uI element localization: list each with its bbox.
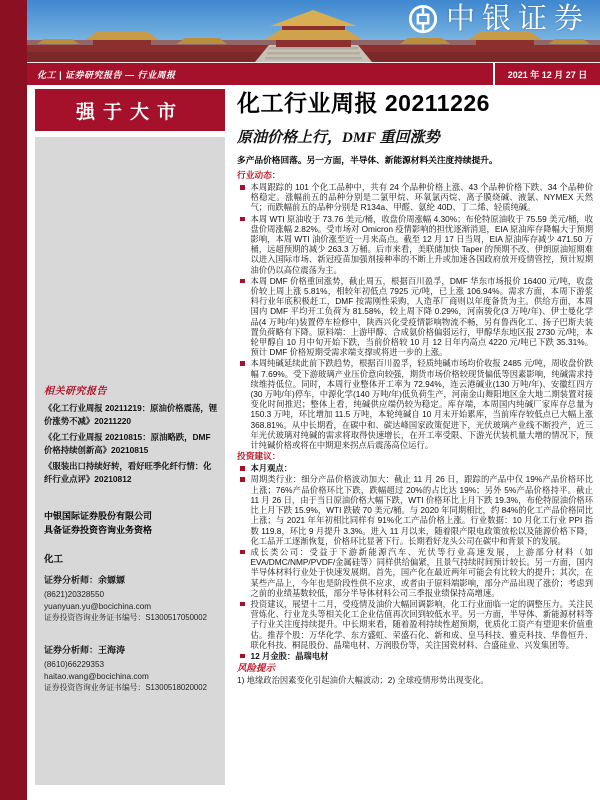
bullet-text: 投资建议，展望十二月，受疫情及油价大幅回调影响，化工行业面临一定的调整压力。关注民营炼化、行业龙头等相关化工企业估值再次回到较低水平。另一方面，半导体、新能源材料等子行业关注度持续提升。中长期来看，随着盈利持续性超预期，优质化工资产有望迎来价值重估。推荐个股：万华化学、东方盛虹、荣盛石化、新和成、皇马科技、雅克科技、华鲁恒升、联化科技、桐昆股份、晶瑞电材、万润股份等，关注国瓷材料、合盛硅业、兴发集团等。 [250, 598, 593, 650]
meta-bar [27, 62, 600, 85]
bullet-text: 本月观点： [250, 463, 292, 474]
related-report-item: 《服装出口持续好转，看好旺季化纤行情：化纤行业点评》20210812 [44, 461, 212, 484]
industry-bullet [237, 358, 593, 450]
industry-bullet [237, 276, 593, 358]
risk-text: 1) 地缘政治因素变化引起油价大幅波动；2) 全球疫情形势出现变化。 [237, 675, 489, 686]
bullet-square-icon [240, 477, 245, 482]
report-date: 2021 年 12 月 27 日 [493, 63, 600, 85]
bullet-square-icon [240, 654, 245, 659]
report-category: 化工 | 证券研究报告 — 行业周报 [37, 69, 176, 80]
analyst-email[interactable]: haitao.wang@bocichina.com [44, 671, 149, 681]
bullet-text: 12 月金股：晶瑞电材 [250, 650, 329, 661]
boc-logo [408, 3, 590, 35]
analyst-role-name: 证券分析师：王海涛 [44, 645, 126, 655]
advice-bullet [237, 651, 593, 661]
analyst-role-name: 证券分析师：余嫄嫄 [44, 575, 126, 585]
bullet-square-icon [240, 466, 245, 471]
rating-badge [35, 89, 225, 131]
advice-bullet [237, 474, 593, 545]
industry-label: 化工 [44, 554, 64, 565]
boc-logo-icon [408, 4, 438, 34]
advice-bullet [237, 547, 593, 598]
industry-bullet [237, 214, 593, 275]
page-title: 化工行业周报 20211226 [237, 90, 490, 116]
bullet-square-icon [240, 361, 245, 366]
bullet-text: 本周 WTI 原油收于 73.76 美元/桶，收盘价周涨幅 4.30%；布伦特原油收于 75.59 美元/桶，收盘价周涨幅 2.82%。受市场对 Omicron 疫情影响的担忧逐渐消退，EIA 原油库存降幅大于预期影响，本周 WTI 油价涨至近一月来高点。截至 12 月 17 日当周，EIA 原油库存减少 471.50 万桶，远超预期的减少 263.3 万桶。后市来看，美联储加快 Taper 的预期不改、伊朗原油短期难以进入国际市场、新冠疫苗加强剂接种率的不断上升或加速各国政府放开疫情管控，预计短期油价仍以高位震荡为主。 [250, 213, 594, 275]
bullet-text: 本周纯碱延续此前下跌趋势，根据百川盈孚，轻质纯碱市场均价收报 2485 元/吨，周收盘价跌幅 7.69%。受下游玻璃产业压价意向较强，期货市场价格较现货偏低等因素影响，纯碱需求持续维持低位。同时，本周行业整体开工率为 72.94%，连云港碱业(130 万吨/年)、安徽红四方(30 万吨/年)停车，中源化学(140 万吨/年)低负荷生产，河南金山舞阳地区金大地二期装置对接变化时间推迟；整体上看，纯碱供应端仍较为稳定。库存端，本周国内纯碱厂家库存总量为 150.3 万吨，环比增加 11.5 万吨，本轮纯碱自 10 月末开始累库，当前库存较低点已大幅上涨 368.81%。从中长期看，在碳中和、碳达峰国家政策促进下，光伏玻璃产业线不断投产，近三年光伏玻璃对纯碱的需求将取得快速增长，在开工率受限、下游光伏装机量大增的情况下，预计纯碱价格或将在中期迎来拐点后震荡高位运行。 [250, 358, 593, 451]
bullet-text: 本周跟踪的 101 个化工品种中，共有 24 个品种价格上涨、43 个品种价格下跌、34 个品种价格稳定。涨幅前五的品种分别是二氯甲烷、环氧氯丙烷、离子膜烧碱、液氯、NYMEX 天然气；而跌幅前五的品种分别是 R134a、甲醛、氨纶 40D、丁二烯、轻质纯碱。 [250, 182, 593, 213]
header-photo [27, 0, 600, 62]
bullet-square-icon [240, 550, 245, 555]
risk-heading: 风险提示 [237, 663, 276, 675]
left-margin-strip [0, 0, 27, 800]
section-heading-industry: 行业动态： [237, 170, 281, 180]
summary-line: 多产品价格回落。另一方面，半导体、新能源材料关注度持续提升。 [237, 155, 498, 165]
analyst-card [44, 573, 220, 624]
company-block [44, 509, 218, 537]
page-subtitle: 原油价格上行，DMF 重回涨势 [237, 130, 440, 146]
analyst-phone: (8621)20328550 [44, 590, 105, 599]
analyst-license: 证券投资咨询业务证书编号：S1300517050002 [44, 613, 207, 622]
bullet-square-icon [240, 602, 245, 607]
analyst-card [44, 643, 220, 694]
section-heading-advice: 投资建议： [237, 451, 281, 462]
rating-label: 强于大市 [75, 101, 184, 123]
related-reports-heading: 相关研究报告 [44, 386, 107, 397]
bullet-text: 成长类公司：受益于下游新能源汽车、光伏等行业高速发展，上游部分材料（如 EVA/DMC/NMP/PVDF/金属硅等）同样供给偏紧，且景气持续时间预计较长。另一方面，国内半导体材料行业处于快速发展期。首先，国产化在最近两年可能会有比较大的提升；其次，在某些产品上，今年也是阶段性供不应求，或者由于原料端影响，部分产品出现了涨价；考虑到之前的业绩基数较低，部分半导体材料公司三季报业绩保持高增速。 [250, 546, 593, 598]
company-name: 中银国际证券股份有限公司 [44, 511, 153, 521]
related-report-item: 《化工行业周报 20210815：原油略跌，DMF 价格持续创新高》20210815 [44, 432, 211, 455]
analyst-phone: (8610)66229353 [44, 660, 105, 669]
analyst-email[interactable]: yuanyuan.yu@bocichina.com [44, 601, 152, 611]
bullet-square-icon [240, 185, 245, 190]
analyst-license: 证券投资咨询业务证书编号：S1300518020002 [44, 683, 207, 692]
boc-logo-text: 中银证券 [445, 3, 590, 35]
sidebar [35, 137, 225, 785]
bullet-text: 本周 DMF 价格重回涨势，截止周五，根据百川盈孚，DMF 华东市场报价 16400 元/吨，收盘价较上周上涨 5.81%，相较年初低点 7925 元/吨，已上涨 106.94%。需求方面，本周下游浆料行业年底积极赶工，DMF 按需刚性采购，人造革厂商则以年度备货为主。供给方面，本周国内 DMF 平均开工负荷为 81.58%，较上周下降 0.29%，河南骏化(3 万吨/年)、伊士曼化学品(4 万吨/年)装置停车检修中，陕西兴化受疫情影响物流不畅，另有鲁西化工、扬子巴斯夫装置负荷略有下降。原料端：上游甲醇、合成氨价格偏弱运行，甲醇华东地区报 2730 元/吨，本轮甲醇自 10 月中旬开始下跌，当前价格较 10 月 12 日年内高点 4220 元/吨已下跌 35.31%。预计 DMF 价格短期受需求端支撑或将进一步的上涨。 [250, 275, 593, 358]
industry-bullet [237, 182, 593, 213]
related-reports [44, 382, 218, 489]
company-qualification: 具备证券投资咨询业务资格 [44, 525, 153, 535]
bullet-square-icon [240, 217, 245, 222]
bullet-square-icon [240, 279, 245, 284]
advice-bullet [237, 463, 593, 473]
related-report-item: 《化工行业周报 20211219：原油价格震荡，锂价涨势不减》20211220 [44, 403, 218, 426]
advice-bullet [237, 599, 593, 650]
main-column [237, 88, 593, 686]
bullet-text: 周期类行业：细分产品价格波动加大：截止 11 月 26 日，跟踪的产品中仅 19%产品价格环比上涨；76%产品价格环比下跌，跌幅超过 20%的占比达 19%；另外 5%产品价格持平。截止 11 月 26 日，由于当日原油价格大幅下跌，WTI 价格环比上月下跌 19.3%，布伦特原油价格环比上月下跌 15.9%，WTI 跌破 70 美元/桶。与 2020 年同期相比，约 84%的化工产品价格同比上涨；与 2021 年年初相比同样有 91%化工产品价格上涨。行业数据：10 月化工行业 PPI 指数 119.8，环比 9 月提升 3.3%。进入 11 月以来，随着限产限电政策放松以及能源价格下降，化工品开工逐渐恢复，价格环比显著下行。长期看好龙头公司在碳中和背景下的发展。 [250, 474, 593, 546]
